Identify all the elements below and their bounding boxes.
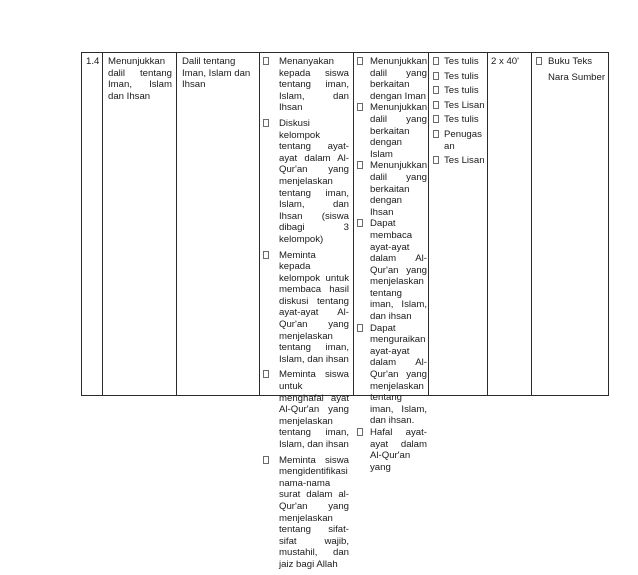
list-item: Meminta siswa untuk menghafal ayat Al-Qur'an yang menjelaskan tentang iman, Islam, dan ihsan xyxy=(263,369,349,450)
list-item: Tes tulis xyxy=(433,85,487,97)
checkbox-bullet-icon xyxy=(263,370,269,378)
checkbox-bullet-icon xyxy=(263,57,269,65)
syllabus-table xyxy=(81,52,609,570)
list-item: Meminta siswa mengidentifikasi nama-nama surat dalam al-Qur'an yang menjelaskan tentang sifat-sifat wajib, mustahil, dan jaiz bagi Allah xyxy=(263,455,349,571)
table-top-border xyxy=(81,52,609,53)
penilaian-list xyxy=(433,56,487,170)
list-item: Diskusi kelompok tentang ayat-ayat dalam Al-Qur'an yang menjelaskan tentang iman, Islam, dan Ihsan (siswa dibagi 3 kelompok) xyxy=(263,118,349,246)
materi-pokok: Dalil tentang Iman, Islam dan Ihsan xyxy=(182,56,251,91)
kegiatan-pembelajaran-list xyxy=(263,56,349,575)
checkbox-bullet-icon xyxy=(433,156,439,164)
checkbox-bullet-icon xyxy=(263,456,269,464)
list-item: Menunjukkan dalil yang berkaitan dengan Islam xyxy=(357,102,427,160)
list-item: Tes tulis xyxy=(433,71,487,83)
indikator-list xyxy=(357,56,427,473)
checkbox-bullet-icon xyxy=(357,103,363,111)
list-item: Dapat membaca ayat-ayat dalam Al-Qur'an yang menjelaskan tentang iman, Islam, dan ihsan xyxy=(357,218,427,322)
alokasi-waktu: 2 x 40' xyxy=(491,56,519,67)
column-divider xyxy=(608,52,609,396)
list-item: Dapat menguraikan ayat-ayat dalam Al-Qur'an yang menjelaskan tentang iman, Islam, dan ihsan. xyxy=(357,323,427,427)
checkbox-bullet-icon xyxy=(433,57,439,65)
column-divider xyxy=(428,52,429,396)
checkbox-bullet-icon xyxy=(357,57,363,65)
list-item: Tes tulis xyxy=(433,114,487,126)
kompetensi-dasar: Menunjukkan dalil tentang Iman, Islam dan Ihsan xyxy=(108,56,172,102)
column-divider xyxy=(531,52,532,396)
column-divider xyxy=(259,52,260,396)
sumber-belajar-list xyxy=(536,56,608,87)
checkbox-bullet-icon xyxy=(357,324,363,332)
list-item: Tes Lisan xyxy=(433,100,487,112)
list-item: Menunjukkan dalil yang berkaitan dengan Iman xyxy=(357,56,427,102)
list-item: Menunjukkan dalil yang berkaitan dengan Ihsan xyxy=(357,160,427,218)
list-item: Nara Sumber xyxy=(548,71,606,83)
checkbox-bullet-icon xyxy=(433,72,439,80)
column-divider xyxy=(81,52,82,396)
column-divider xyxy=(102,52,103,396)
list-item: Penugasan xyxy=(433,129,482,152)
checkbox-bullet-icon xyxy=(433,86,439,94)
checkbox-bullet-icon xyxy=(357,428,363,436)
row-number: 1.4 xyxy=(86,56,100,67)
checkbox-bullet-icon xyxy=(357,161,363,169)
checkbox-bullet-icon xyxy=(357,219,363,227)
checkbox-bullet-icon xyxy=(433,101,439,109)
list-item: Hafal ayat-ayat dalam Al-Qur'an yang xyxy=(357,427,427,473)
checkbox-bullet-icon xyxy=(536,57,542,65)
column-divider xyxy=(353,52,354,396)
list-item: Tes tulis xyxy=(433,56,487,68)
checkbox-bullet-icon xyxy=(433,115,439,123)
column-divider xyxy=(176,52,177,396)
checkbox-bullet-icon xyxy=(433,130,439,138)
list-item: Tes Lisan xyxy=(433,155,487,167)
list-item: Meminta kepada kelompok untuk membaca hasil diskusi tentang ayat-ayat Al-Qur'an yang menjelaskan tentang iman, Islam, dan ihsan xyxy=(263,250,349,366)
list-item: Menanyakan kepada siswa tentang iman, Islam, dan Ihsan xyxy=(263,56,349,114)
checkbox-bullet-icon xyxy=(263,251,269,259)
checkbox-bullet-icon xyxy=(263,119,269,127)
column-divider xyxy=(487,52,488,396)
list-item: Buku Teks xyxy=(536,56,608,68)
